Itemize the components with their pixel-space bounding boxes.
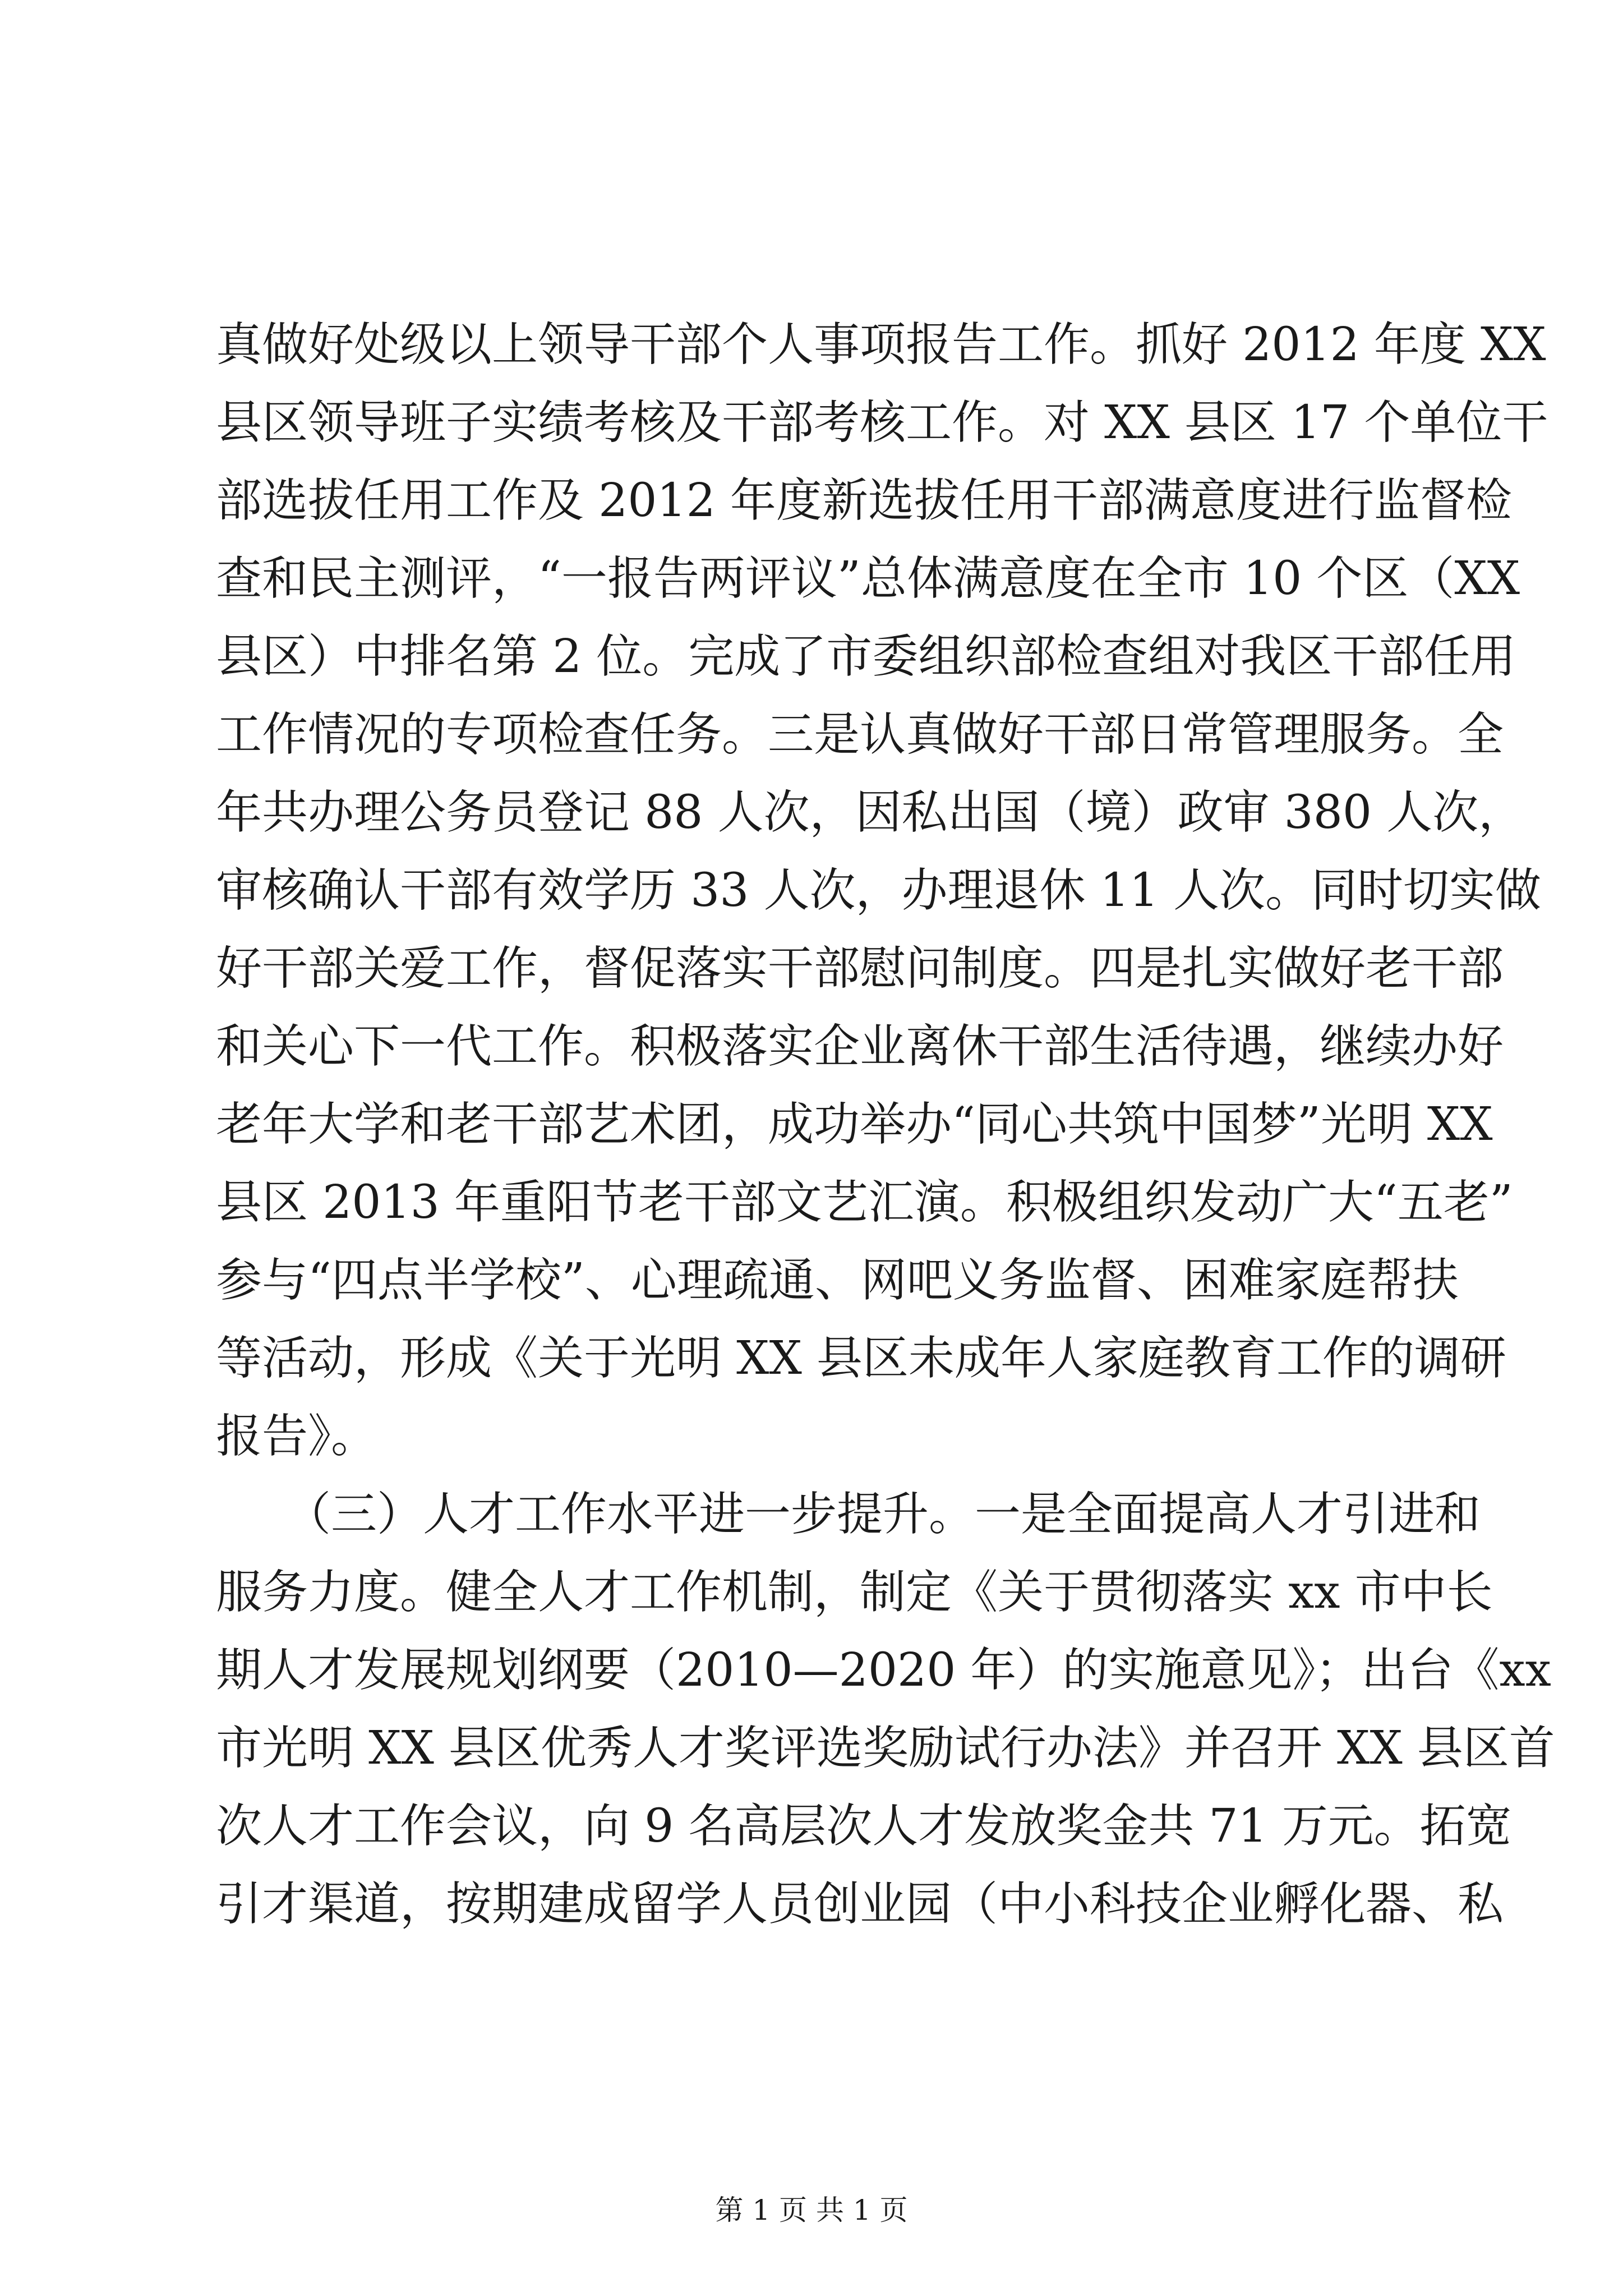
paragraph-2-line: 引才渠道，按期建成留学人员创业园（中小科技企业孵化器、私 [216, 1878, 1504, 1931]
paragraph-2-line: 市光明 XX 县区优秀人才奖评选奖励试行办法》并召开 XX 县区首 [216, 1722, 1555, 1775]
body-text [216, 306, 1555, 1943]
paragraph-1-line: 县区领导班子实绩考核及干部考核工作。对 XX 县区 17 个单位干 [216, 396, 1548, 449]
paragraph-1-line: 年共办理公务员登记 88 人次，因私出国（境）政审 380 人次， [216, 786, 1525, 839]
page-footer: 第 1 页 共 1 页 [715, 2194, 908, 2226]
paragraph-1-line: 县区）中排名第 2 位。完成了市委组织部检查组对我区干部任用 [216, 630, 1516, 683]
paragraph-2-line: （三）人才工作水平进一步提升。一是全面提高人才引进和 [216, 1488, 1481, 1541]
paragraph-2-line: 次人才工作会议，向 9 名高层次人才发放奖金共 71 万元。拓宽 [216, 1800, 1512, 1853]
paragraph-1-line: 好干部关爱工作，督促落实干部慰问制度。四是扎实做好老干部 [216, 942, 1504, 995]
paragraph-1-line: 部选拔任用工作及 2012 年度新选拔任用干部满意度进行监督检 [216, 474, 1512, 527]
paragraph-1-line: 真做好处级以上领导干部个人事项报告工作。抓好 2012 年度 XX [216, 318, 1546, 371]
paragraph-1-line: 报告》。 [216, 1410, 377, 1463]
paragraph-1-line: 工作情况的专项检查任务。三是认真做好干部日常管理服务。全 [216, 708, 1504, 761]
paragraph-1-line: 和关心下一代工作。积极落实企业离休干部生活待遇，继续办好 [216, 1020, 1504, 1073]
paragraph-1-line: 参与“四点半学校”、心理疏通、网吧义务监督、困难家庭帮扶 [216, 1254, 1459, 1307]
paragraph-1-line: 等活动，形成《关于光明 XX 县区未成年人家庭教育工作的调研 [216, 1332, 1506, 1385]
paragraph-1-line: 老年大学和老干部艺术团，成功举办“同心共筑中国梦”光明 XX [216, 1098, 1493, 1151]
paragraph-1-line: 审核确认干部有效学历 33 人次，办理退休 11 人次。同时切实做 [216, 864, 1541, 917]
paragraph-2-line: 期人才发展规划纲要（2010—2020 年）的实施意见》；出台《xx [216, 1644, 1551, 1697]
paragraph-1-line: 查和民主测评，“一报告两评议”总体满意度在全市 10 个区（XX [216, 552, 1520, 605]
paragraph-1-line: 县区 2013 年重阳节老干部文艺汇演。积极组织发动广大“五老” [216, 1176, 1513, 1229]
paragraph-2-line: 服务力度。健全人才工作机制，制定《关于贯彻落实 xx 市中长 [216, 1566, 1493, 1619]
